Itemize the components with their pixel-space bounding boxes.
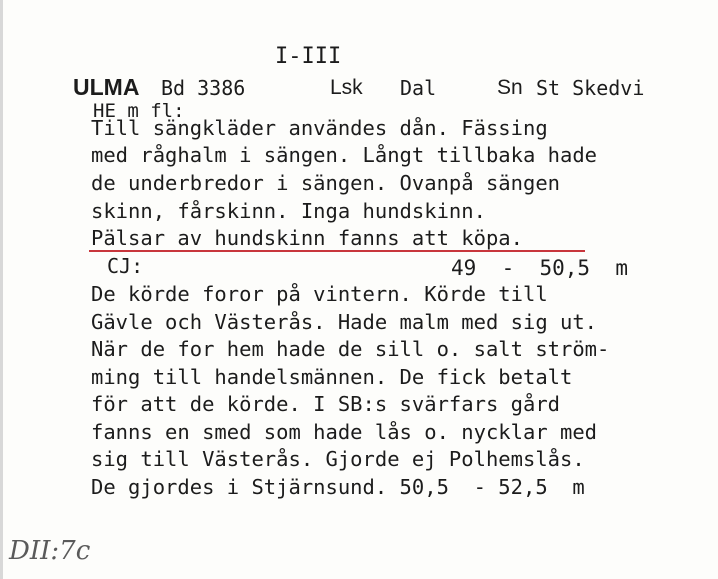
text-line: De körde foror på vintern. Körde till xyxy=(91,282,548,306)
text-line: ming till handelsmännen. De fick betalt xyxy=(91,365,573,389)
page-reference: 49 - 50,5 m xyxy=(451,256,629,280)
text-line: med råghalm i sängen. Långt tillbaka hade xyxy=(91,143,598,167)
text-line: Gävle och Västerås. Hade malm med sig ut. xyxy=(91,310,598,334)
text-line: De gjordes i Stjärnsund. 50,5 - 52,5 m xyxy=(91,475,585,499)
handwritten-margin-note: DII:7c xyxy=(9,536,91,566)
text-line: När de for hem hade de sill o. salt ström- xyxy=(91,337,610,361)
socken-label: Sn xyxy=(497,76,523,99)
socken-value: St Skedvi xyxy=(536,76,645,100)
place-note: HE m fl: xyxy=(93,100,185,122)
record-number: Bd 3386 xyxy=(161,76,246,100)
informant-label: CJ: xyxy=(107,254,144,278)
text-line: skinn, fårskinn. Inga hundskinn. xyxy=(91,199,486,223)
volume-code: I-III xyxy=(275,44,342,69)
landskap-label: Lsk xyxy=(330,76,363,99)
text-line: fanns en smed som hade lås o. nycklar med xyxy=(91,420,598,444)
text-line: för att de körde. I SB:s svärfars gård xyxy=(91,392,560,416)
text-line: de underbredor i sängen. Ovanpå sängen xyxy=(91,171,560,195)
red-underline xyxy=(89,250,585,252)
text-line: Till sängkläder användes dån. Fässing xyxy=(91,116,548,140)
text-line: sig till Västerås. Gjorde ej Polhemslås. xyxy=(91,447,585,471)
archive-label: ULMA xyxy=(73,74,140,100)
text-line: Pälsar av hundskinn fanns att köpa. xyxy=(91,226,523,250)
landskap-value: Dal xyxy=(400,76,437,100)
